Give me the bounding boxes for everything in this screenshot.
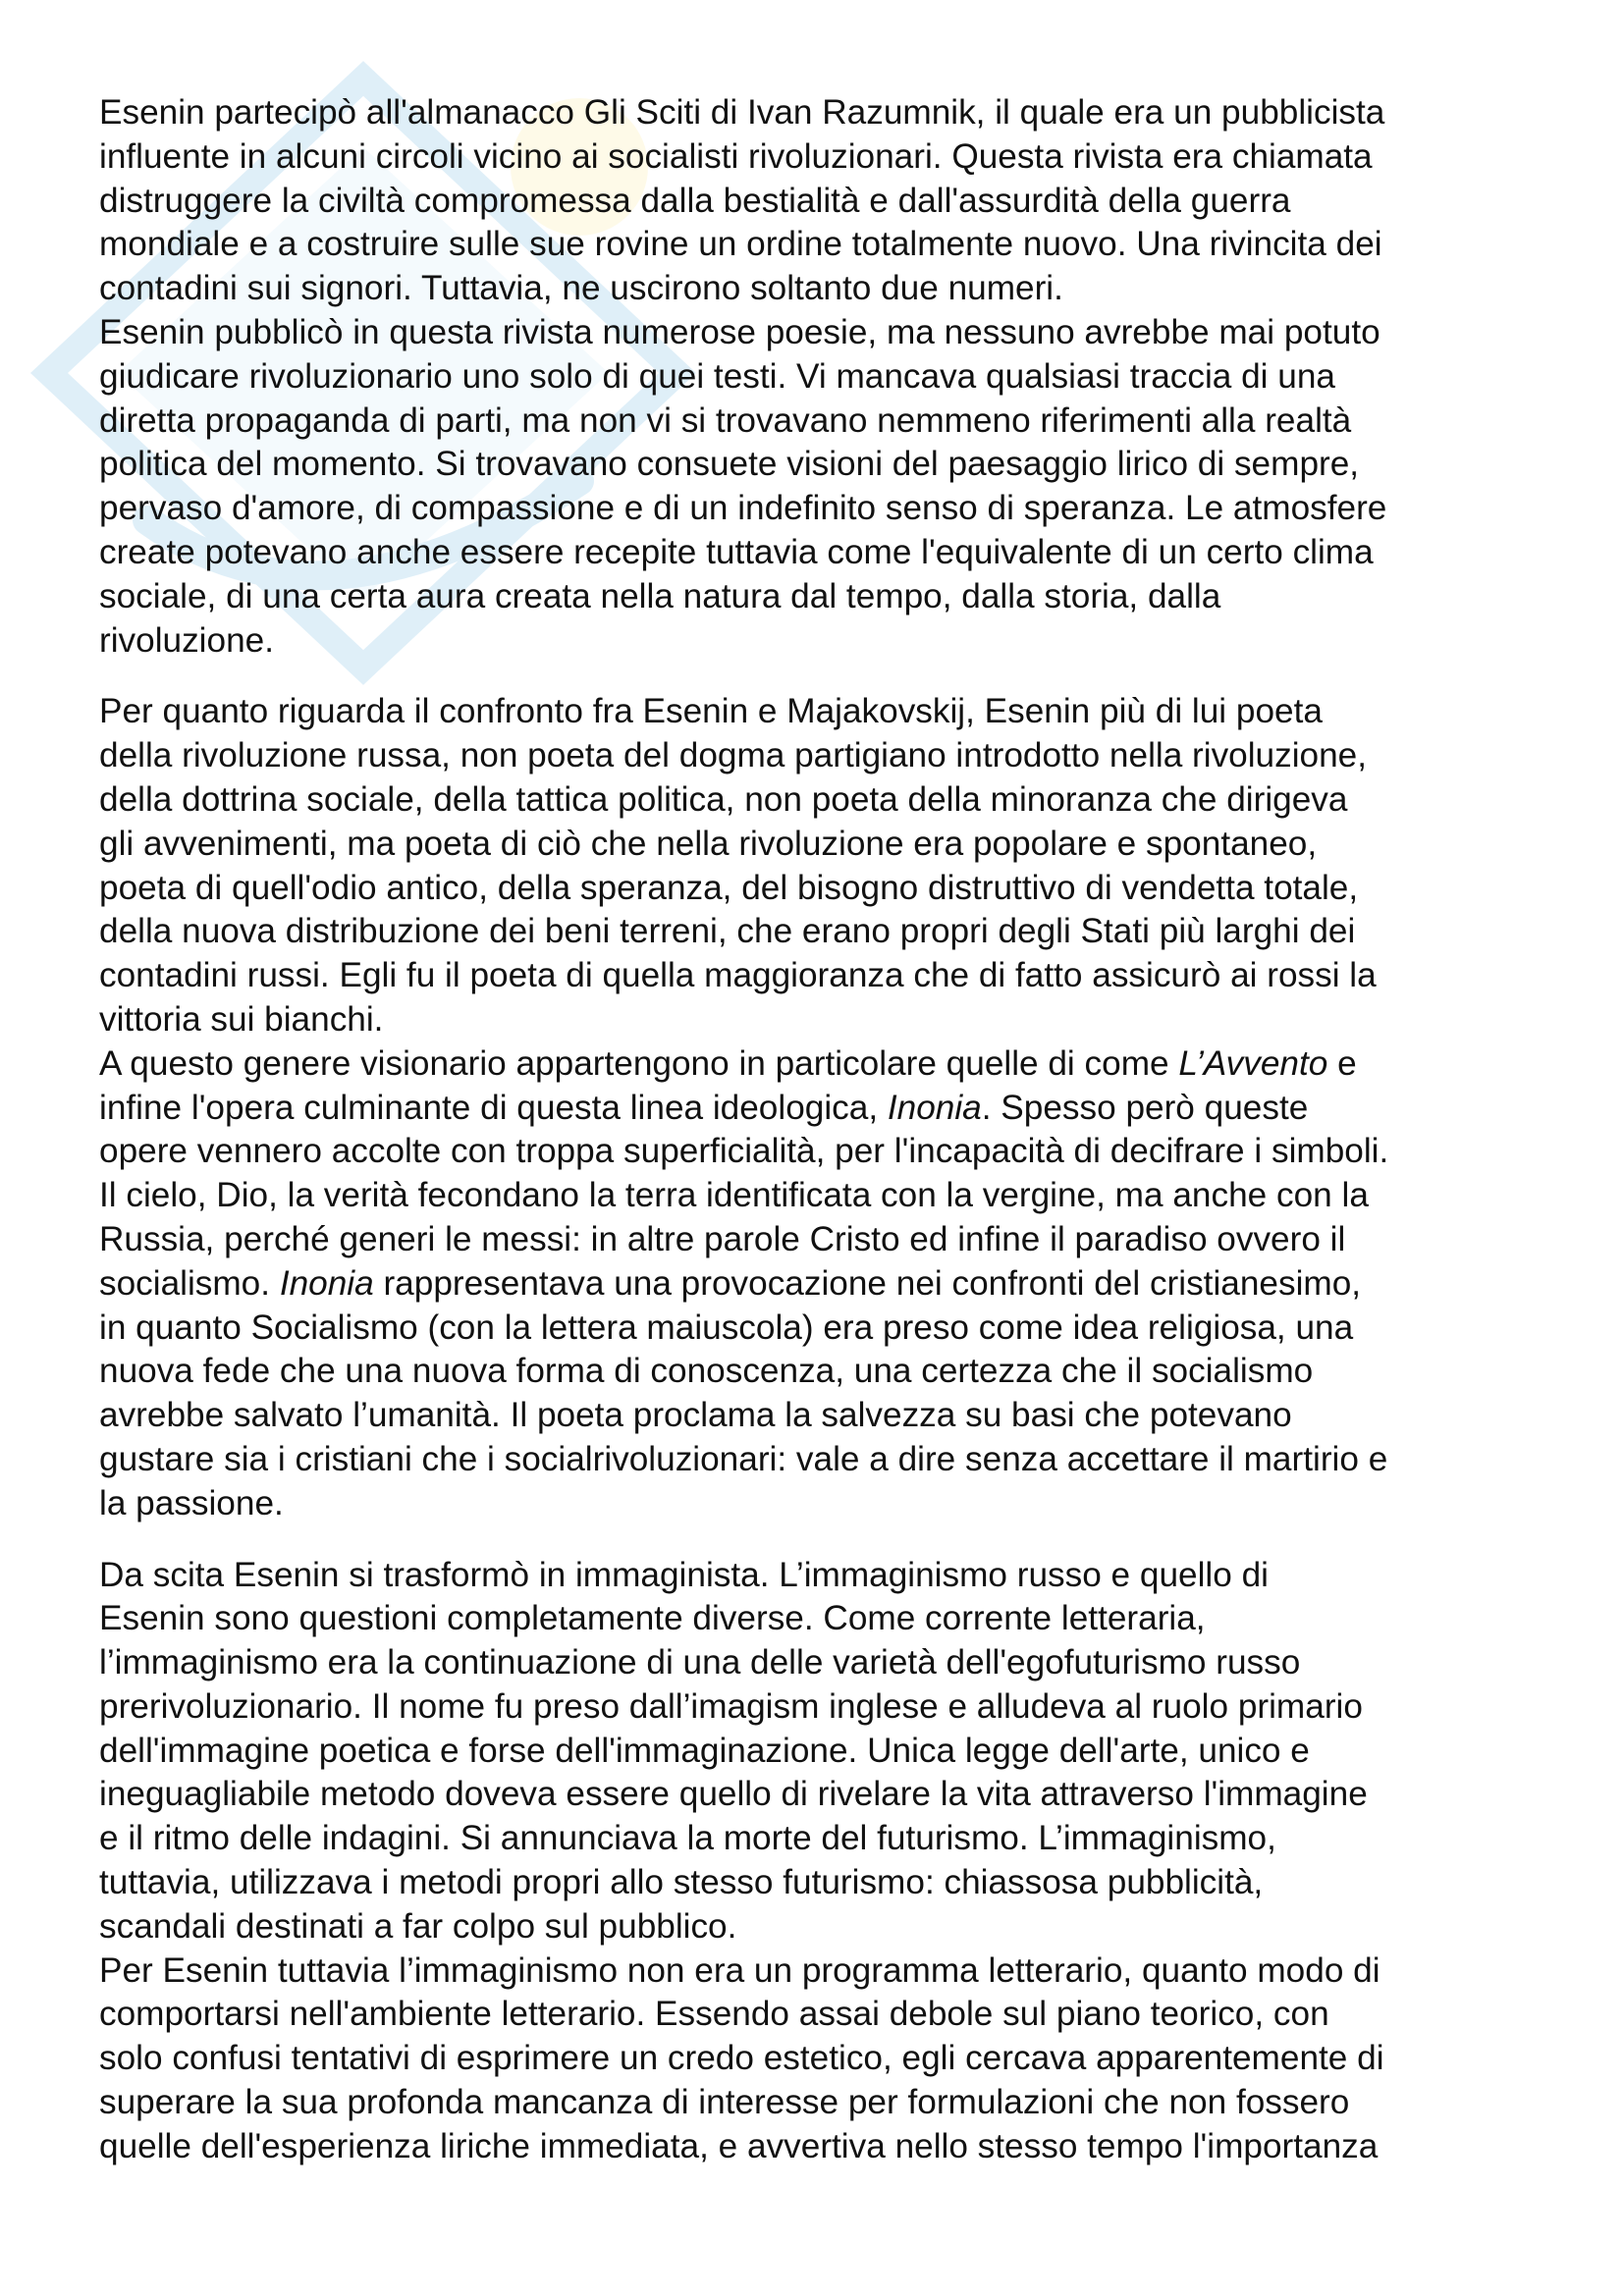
text-run: Esenin partecipò all'almanacco Gli Sciti di Ivan Razumnik, il quale era un pubblicista influente in alcuni circoli vicino ai socialisti rivoluzionari. Questa rivista era chiamata distruggere la civiltà compromessa dalla bestialità e dall'assurdità della guerra mondiale e a costruire sulle sue rovine un ordine totalmente nuovo. Una rivincita dei contadini sui signori. Tuttavia, ne uscirono soltanto due numeri. Esenin pubblicò in questa rivista numerose poesie, ma nessuno avrebbe mai potuto giudicare rivoluzionario uno solo di quei testi. Vi mancava qualsiasi traccia di una diretta propaganda di parti, ma non vi si trovavano nemmeno riferimenti alla realtà politica del momento. Si trovavano consuete visioni del paesaggio lirico di sempre, pervaso d'amore, di compassione e di un indefinito senso di speranza. Le atmosfere create potevano anche essere recepite tuttavia come l'equivalente di un certo clima sociale, di una certa aura creata nella natura dal tempo, dalla storia, dalla rivoluzione. <box>99 93 1387 660</box>
document-body <box>99 91 1535 2169</box>
paragraph-3 <box>99 1554 1535 2169</box>
text-run: e infine l'opera culminante di questa linea ideologica, <box>99 1043 1357 1127</box>
text-run: rappresentava una provocazione nei confronti del cristianesimo, in quanto Socialismo (con la lettera maiuscola) era preso come idea religiosa, una nuova fede che una nuova forma di conoscenza, una certezza che il socialismo avrebbe salvato l’umanità. Il poeta proclama la salvezza su basi che potevano gustare sia i cristiani che i socialrivoluzionari: vale a dire senza accettare il martirio e la passione. <box>99 1263 1388 1522</box>
text-run: Per quanto riguarda il confronto fra Esenin e Majakovskij, Esenin più di lui poeta della rivoluzione russa, non poeta del dogma partigiano introdotto nella rivoluzione, della dottrina sociale, della tattica politica, non poeta della minoranza che dirigeva gli avvenimenti, ma poeta di ciò che nella rivoluzione era popolare e spontaneo, poeta di quell'odio antico, della speranza, del bisogno distruttivo di vendetta totale, della nuova distribuzione dei beni terreni, che erano propri degli Stati più larghi dei contadini russi. Egli fu il poeta di quella maggioranza che di fatto assicurò ai rossi la vittoria sui bianchi. A questo genere visionario appartengono in particolare quelle di come <box>99 692 1377 1083</box>
text-run: Da scita Esenin si trasformò in immaginista. L’immaginismo russo e quello di Esenin sono questioni completamente diverse. Come corrente letteraria, l’immaginismo era la continuazione di una delle varietà dell'egofuturismo russo prerivoluzionario. Il nome fu preso dall’imagism inglese e alludeva al ruolo primario dell'immagine poetica e forse dell'immaginazione. Unica legge dell'arte, unico e ineguagliabile metodo doveva essere quello di rivelare la vita attraverso l'immagine e il ritmo delle indagini. Si annunciava la morte del futurismo. L’immaginismo, tuttavia, utilizzava i metodi propri allo stesso futurismo: chiassosa pubblicità, scandali destinati a far colpo sul pubblico. Per Esenin tuttavia l’immaginismo non era un programma letterario, quanto modo di comportarsi nell'ambiente letterario. Essendo assai debole sul piano teorico, con solo confusi tentativi di esprimere un credo estetico, egli cercava apparentemente di superare la sua profonda mancanza di interesse per formulazioni che non fossero quelle dell'esperienza liriche immediata, e avvertiva nello stesso tempo l'importanza <box>99 1555 1384 2165</box>
paragraph-2 <box>99 690 1535 1525</box>
italic-title: L’Avvento <box>1178 1043 1328 1083</box>
text-run: . Spesso però queste opere vennero accolte con troppa superficialità, per l'incapacità di decifrare i simboli. Il cielo, Dio, la verità fecondano la terra identificata con la vergine, ma anche con la Russia, perché generi le messi: in altre parole Cristo ed infine il paradiso ovvero il socialismo. <box>99 1088 1389 1303</box>
italic-title: Inonia <box>887 1088 982 1127</box>
italic-title: Inonia <box>279 1263 374 1303</box>
paragraph-1 <box>99 91 1535 663</box>
